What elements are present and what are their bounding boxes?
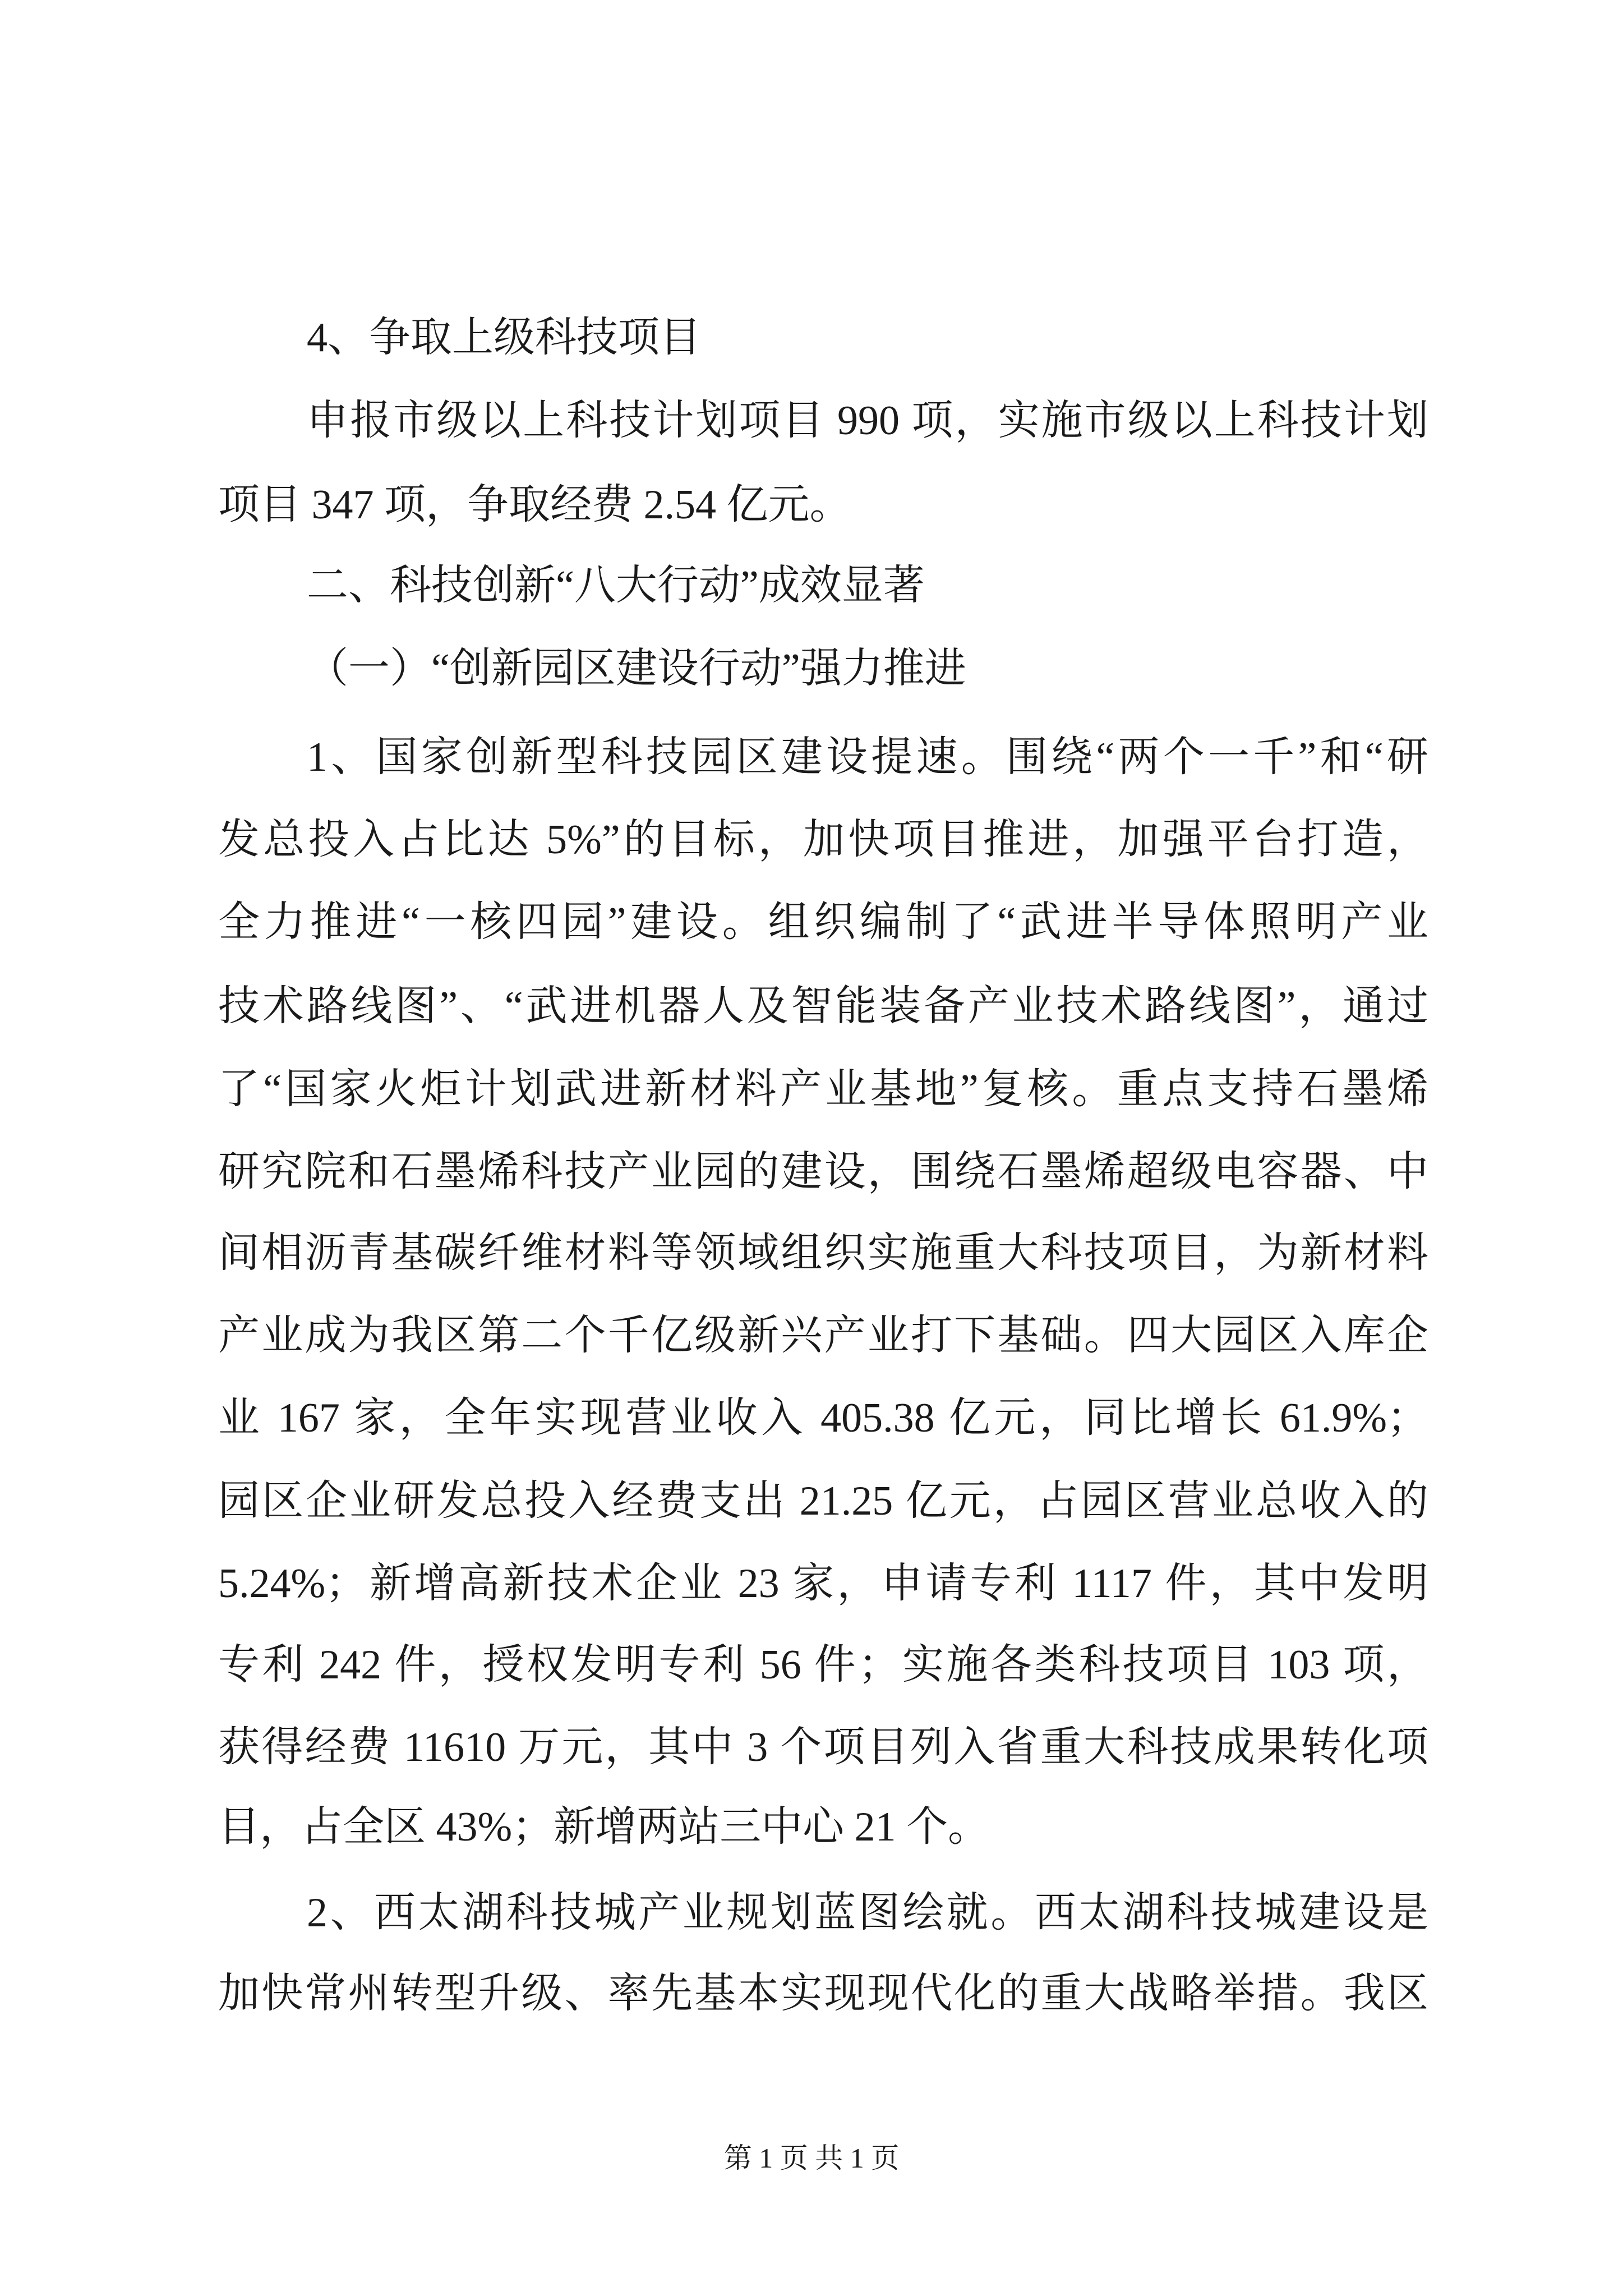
subsection-heading: （一）“创新园区建设行动”强力推进 <box>307 646 966 692</box>
text-line: 5.24%；新增高新技术企业 23 家，申请专利 1117 件，其中发明 <box>218 1561 1428 1607</box>
text-line: 了“国家火炬计划武进新材料产业基地”复核。重点支持石墨烯 <box>218 1066 1428 1112</box>
text-line: 发总投入占比达 5%”的目标，加快项目推进，加强平台打造， <box>218 817 1428 863</box>
text-line: 2、西太湖科技城产业规划蓝图绘就。西太湖科技城建设是 <box>307 1890 1428 1936</box>
text-line: 技术路线图”、“武进机器人及智能装备产业技术路线图”，通过 <box>218 983 1428 1029</box>
text-line: 间相沥青基碳纤维材料等领域组织实施重大科技项目，为新材料 <box>218 1230 1428 1276</box>
page-footer: 第 1 页 共 1 页 <box>723 2142 900 2174</box>
section-heading: 4、争取上级科技项目 <box>307 315 701 361</box>
text-line: 目，占全区 43%；新增两站三中心 21 个。 <box>218 1804 990 1850</box>
text-line: 园区企业研发总投入经费支出 21.25 亿元，占园区营业总收入的 <box>218 1478 1428 1524</box>
text-line: 1、国家创新型科技园区建设提速。围绕“两个一千”和“研 <box>307 734 1428 780</box>
text-line: 业 167 家，全年实现营业收入 405.38 亿元，同比增长 61.9%； <box>218 1395 1428 1441</box>
text-line: 全力推进“一核四园”建设。组织编制了“武进半导体照明产业 <box>218 899 1428 945</box>
text-line: 加快常州转型升级、率先基本实现现代化的重大战略举措。我区 <box>218 1971 1428 2017</box>
section-heading: 二、科技创新“八大行动”成效显著 <box>307 563 925 609</box>
text-line: 获得经费 11610 万元，其中 3 个项目列入省重大科技成果转化项 <box>218 1724 1428 1770</box>
text-line: 产业成为我区第二个千亿级新兴产业打下基础。四大园区入库企 <box>218 1313 1428 1359</box>
text-line: 项目 347 项，争取经费 2.54 亿元。 <box>218 482 851 528</box>
text-line: 研究院和石墨烯科技产业园的建设，围绕石墨烯超级电容器、中 <box>218 1149 1428 1195</box>
text-line: 专利 242 件，授权发明专利 56 件；实施各类科技项目 103 项， <box>218 1642 1428 1688</box>
text-line: 申报市级以上科技计划项目 990 项，实施市级以上科技计划 <box>307 398 1428 444</box>
